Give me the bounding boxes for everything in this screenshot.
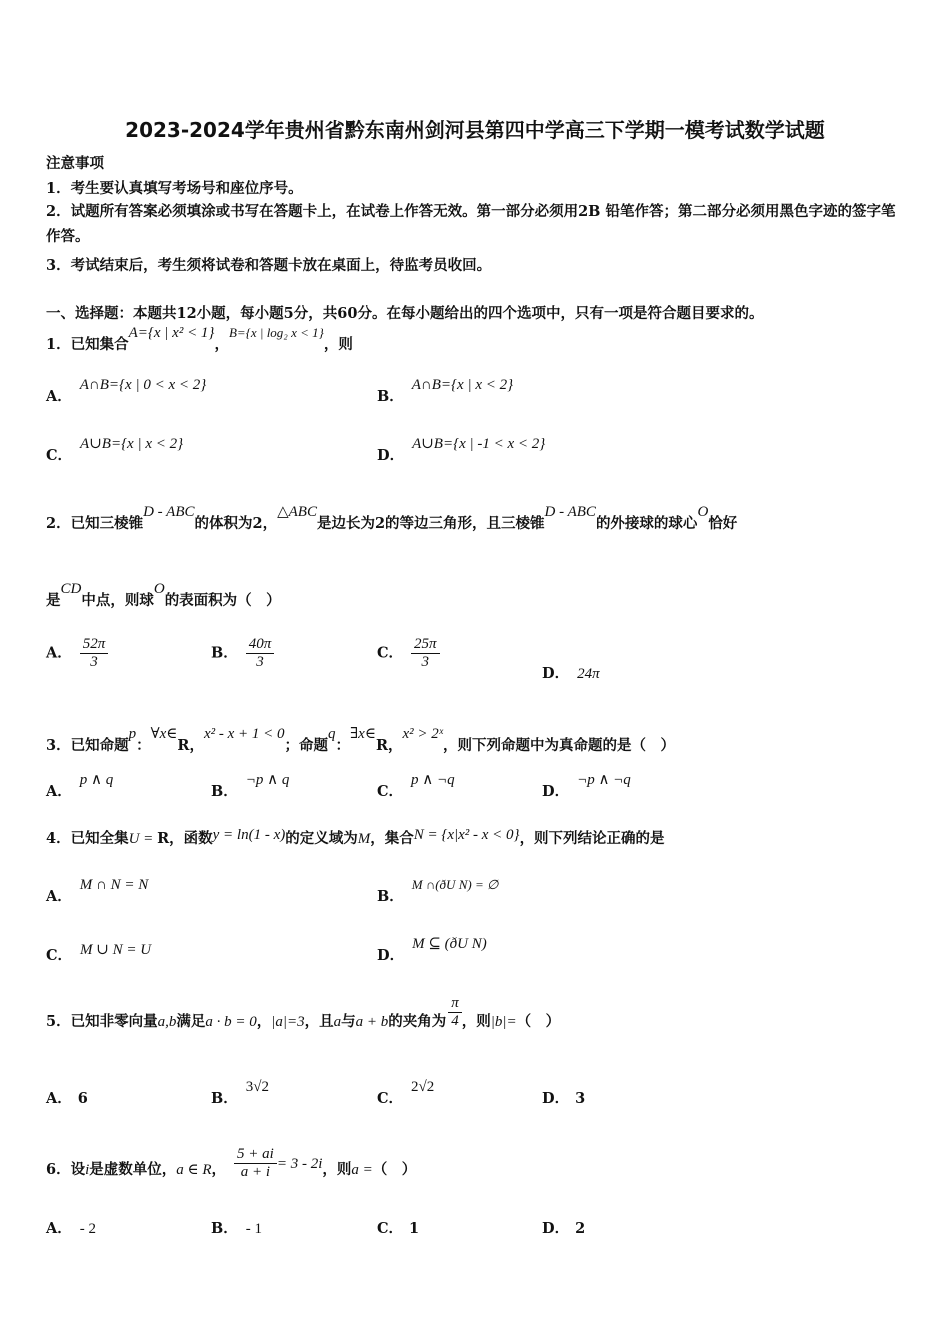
q2-text: 是 <box>46 592 61 609</box>
option-label: A． <box>46 1090 72 1107</box>
option-math: 24π <box>577 666 600 682</box>
q3-option-a[interactable] <box>46 772 114 801</box>
q1-option-a[interactable] <box>46 377 207 406</box>
q2-text: 的外接球的球心 <box>595 515 698 532</box>
q1-set-a: A={x | x² < 1} <box>128 325 215 341</box>
q2-math: O <box>153 581 165 597</box>
q3-math: ∃x∈ <box>350 726 376 742</box>
question-3 <box>46 726 676 755</box>
q4-math: y = ln(1 - x) <box>212 827 286 843</box>
question-2 <box>46 504 738 533</box>
q2-option-a[interactable] <box>46 636 108 671</box>
q3-text: ： <box>335 737 351 754</box>
option-fraction <box>80 636 109 671</box>
q2-text: 恰好 <box>708 515 738 532</box>
option-label: A． <box>46 388 72 405</box>
q6-text: ，则 <box>322 1161 352 1178</box>
q3-math: ∀x∈ <box>150 726 178 742</box>
fraction-denominator: 3 <box>90 654 98 670</box>
q5-text: ，且 <box>304 1013 334 1030</box>
fraction-denominator: 3 <box>256 654 264 670</box>
option-math: ¬p ∧ ¬q <box>577 772 631 788</box>
q6-option-a[interactable] <box>46 1217 96 1238</box>
q2-math: △ABC <box>277 504 317 520</box>
question-1 <box>46 325 353 354</box>
q5-math: a,b <box>157 1014 177 1030</box>
option-label: D． <box>542 665 570 682</box>
q3-math: q <box>328 726 336 742</box>
q2-option-b[interactable] <box>211 636 274 671</box>
option-math: p ∧ ¬q <box>411 772 455 788</box>
q6-option-c[interactable] <box>377 1217 419 1238</box>
notice-item-1: 1．考生要认真填写考场号和座位序号。 <box>46 180 303 197</box>
q2-math: O <box>697 504 709 520</box>
option-label: C． <box>377 1220 404 1237</box>
q3-math: x² - x + 1 < 0 <box>203 726 285 742</box>
q1-text: 1．已知集合 <box>46 336 129 353</box>
fraction-numerator: π <box>448 995 462 1013</box>
q4-option-a[interactable] <box>46 877 149 906</box>
option-math: p ∧ q <box>79 772 114 788</box>
q5-text: 满足 <box>176 1013 206 1030</box>
question-4 <box>46 827 665 848</box>
q5-math: |b|= <box>490 1014 517 1030</box>
q3-text: ；命题 <box>284 737 329 754</box>
option-label: D． <box>377 947 405 964</box>
q4-text: ，则下列结论正确的是 <box>519 830 665 847</box>
fraction-denominator: 4 <box>451 1012 459 1029</box>
q1-text: ，则 <box>323 336 353 353</box>
notice-item-2: 2．试题所有答案必须填涂或书写在答题卡上，在试卷上作答无效。第一部分必须用2B 铅笔作答；第二部分必须用黑色字迹的签字笔作答。 <box>46 203 896 245</box>
option-label: C． <box>377 644 404 662</box>
q1-option-c[interactable] <box>46 436 184 465</box>
question-5 <box>46 994 561 1031</box>
option-fraction <box>411 636 440 671</box>
q6-text: 是虚数单位， <box>89 1161 177 1178</box>
q4-option-c[interactable] <box>46 944 151 965</box>
q2-option-c[interactable] <box>377 636 440 671</box>
option-label: A． <box>46 644 72 662</box>
q5-text: （ ） <box>516 1013 561 1030</box>
option-math: M ∩(ðU N) = ∅ <box>411 877 499 892</box>
q1-option-b[interactable] <box>377 377 514 406</box>
q4-text: R，函数 <box>157 830 213 847</box>
q6-text: （ ） <box>372 1161 417 1178</box>
option-label: D． <box>542 783 570 800</box>
q3-text: R， <box>375 737 403 754</box>
fraction-numerator: 40π <box>246 636 275 654</box>
page-title: 2023-2024学年贵州省黔东南州剑河县第四中学高三下学期一模考试数学试题 <box>125 118 825 142</box>
q2-text: 中点，则球 <box>81 592 154 609</box>
option-value: 1 <box>409 1220 420 1237</box>
fraction-numerator: 25π <box>411 636 440 654</box>
q2-option-d[interactable] <box>542 662 600 683</box>
q5-text: 的夹角为 <box>388 1013 447 1030</box>
fraction-denominator: a + i <box>240 1163 271 1180</box>
q6-option-d[interactable] <box>542 1217 585 1238</box>
fraction-denominator: 3 <box>421 654 430 670</box>
q6-text: ， <box>211 1161 227 1178</box>
question-6 <box>46 1145 417 1181</box>
fraction-numerator: 5 + ai <box>234 1146 277 1164</box>
q1-text: ， <box>214 336 229 353</box>
q4-option-d[interactable] <box>377 936 487 965</box>
q3-text: 3．已知命题 <box>46 737 129 754</box>
q4-option-b[interactable] <box>377 877 499 906</box>
q1-option-d[interactable] <box>377 436 546 465</box>
option-math: A∩B={x | x < 2} <box>411 377 514 393</box>
option-label: D． <box>542 1090 570 1107</box>
q3-math: x² > 2ˣ <box>402 726 444 742</box>
q5-option-a[interactable] <box>46 1087 88 1108</box>
option-math: M ⊆ (ðU N) <box>412 936 487 952</box>
option-value: 3 <box>575 1090 586 1107</box>
option-fraction <box>246 636 275 671</box>
q6-text: 6．设 <box>46 1161 86 1178</box>
q5-math: |a|=3 <box>271 1014 305 1030</box>
q2-math: D - ABC <box>544 504 596 520</box>
q5-text: ，则 <box>461 1013 491 1030</box>
option-math: - 1 <box>245 1221 263 1237</box>
option-label: B． <box>211 783 238 800</box>
option-math: A∪B={x | x < 2} <box>80 436 184 452</box>
q5-text: ， <box>256 1013 272 1030</box>
q5-text: 与 <box>341 1013 356 1030</box>
q4-text: ，集合 <box>370 830 414 847</box>
q6-option-b[interactable] <box>211 1217 262 1238</box>
option-label: C． <box>377 783 404 800</box>
q3-option-c[interactable] <box>377 772 455 801</box>
q2-text: 的表面积为（ ） <box>164 592 281 609</box>
q6-math: i <box>85 1162 90 1178</box>
q2-text: 2．已知三棱锥 <box>46 515 144 532</box>
option-label: D． <box>542 1220 570 1237</box>
notice-heading: 注意事项 <box>46 155 104 172</box>
option-label: A． <box>46 783 72 800</box>
option-value: 2 <box>575 1220 586 1237</box>
option-label: B． <box>211 644 238 662</box>
q3-option-b[interactable] <box>211 772 290 801</box>
q3-math: p <box>128 726 137 742</box>
option-label: B． <box>377 388 404 405</box>
option-math: M ∪ N = U <box>80 942 152 958</box>
q4-text: 的定义域为 <box>285 830 358 847</box>
option-label: B． <box>211 1090 238 1107</box>
option-math: A∪B={x | -1 < x < 2} <box>412 436 546 452</box>
q5-option-c[interactable] <box>377 1079 435 1108</box>
option-math: 2√2 <box>411 1079 435 1095</box>
q6-math: a = <box>351 1162 373 1178</box>
q3-option-d[interactable] <box>542 772 631 801</box>
q4-math: N = {x|x² - x < 0} <box>413 827 520 843</box>
option-math: A∩B={x | 0 < x < 2} <box>79 377 207 393</box>
option-math: ¬p ∧ q <box>245 772 290 788</box>
option-value: 6 <box>77 1090 88 1107</box>
q3-text: ： <box>136 737 151 754</box>
q5-math: a + b <box>355 1014 389 1030</box>
option-label: C． <box>377 1090 404 1107</box>
option-label: C． <box>46 447 73 464</box>
q5-math: a · b = 0 <box>205 1014 257 1030</box>
option-label: B． <box>377 888 404 905</box>
q3-text: R， <box>177 737 204 754</box>
q6-math: = 3 - 2i <box>276 1156 323 1172</box>
q4-math: M <box>357 831 371 847</box>
question-2-line-2 <box>46 581 281 610</box>
option-label: A． <box>46 888 72 905</box>
q5-option-b[interactable] <box>211 1079 269 1108</box>
option-math: M ∩ N = N <box>79 877 149 893</box>
q4-text: 4．已知全集 <box>46 830 129 847</box>
q2-text: 的体积为2， <box>194 515 278 532</box>
q5-math: a <box>333 1014 342 1030</box>
q2-math: CD <box>60 581 82 597</box>
option-label: B． <box>211 1220 238 1237</box>
q1-set-b: B={x | log₂ x < 1} <box>228 325 324 340</box>
option-math: - 2 <box>79 1221 97 1237</box>
q5-option-d[interactable] <box>542 1087 585 1108</box>
notice-item-3: 3．考试结束后，考生须将试卷和答题卡放在桌面上，待监考员收回。 <box>46 257 492 274</box>
option-label: A． <box>46 1220 72 1237</box>
q5-text: 5．已知非零向量 <box>46 1013 158 1030</box>
option-label: C． <box>46 947 73 964</box>
fraction-numerator: 52π <box>80 636 109 654</box>
section-heading: 一、选择题：本题共12小题，每小题5分，共60分。在每小题给出的四个选项中，只有一项是符合题目要求的。 <box>46 305 764 322</box>
q2-text: 是边长为2的等边三角形，且三棱锥 <box>316 515 545 532</box>
q3-text: ，则下列命题中为真命题的是（ ） <box>443 737 676 754</box>
q6-fraction <box>234 1146 277 1181</box>
option-math: 3√2 <box>245 1079 269 1095</box>
q6-math: a ∈ R <box>176 1162 212 1178</box>
q4-math: U = <box>128 831 158 847</box>
q2-math: D - ABC <box>143 504 195 520</box>
option-label: D． <box>377 447 405 464</box>
q5-fraction <box>448 995 462 1030</box>
